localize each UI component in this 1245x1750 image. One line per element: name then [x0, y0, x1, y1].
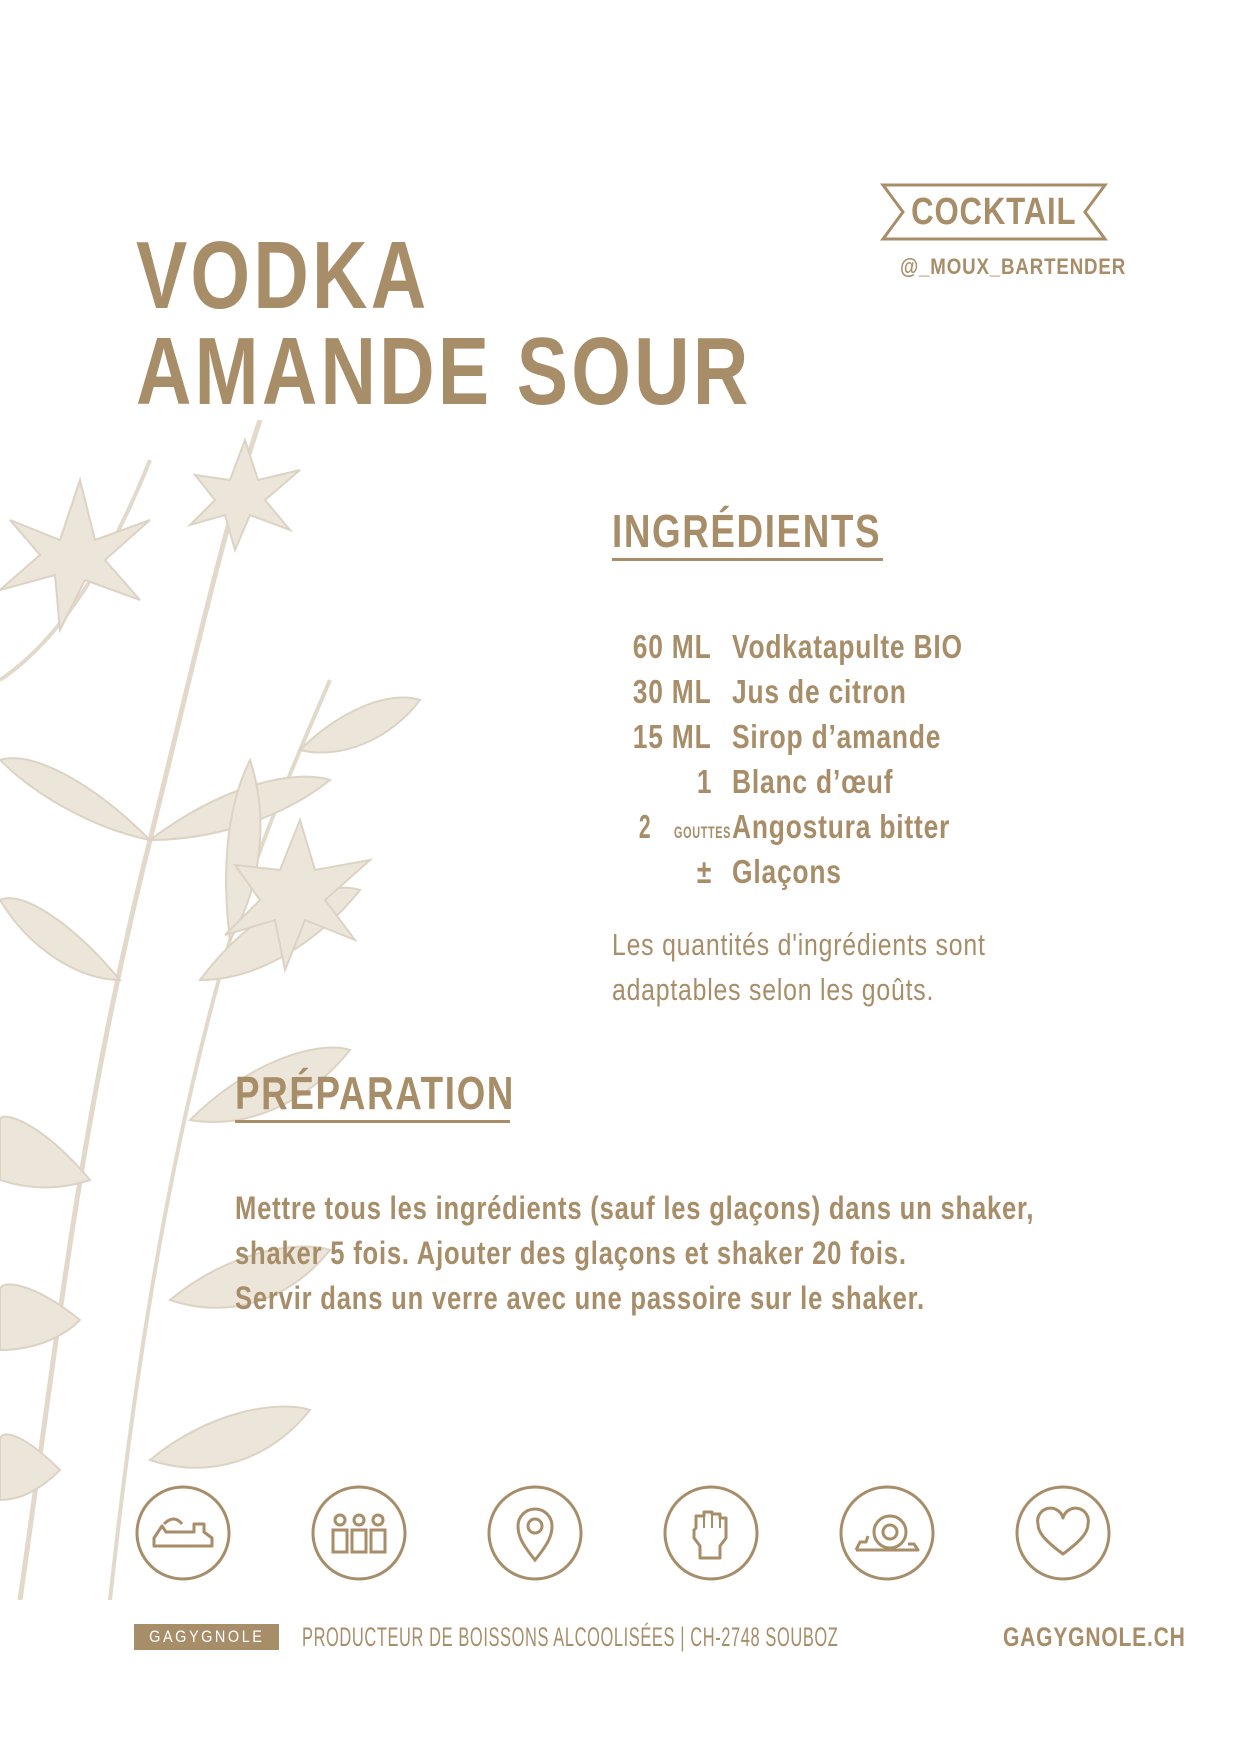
values-icons-row	[134, 1484, 1114, 1584]
heart-icon	[1014, 1484, 1112, 1582]
people-icon	[310, 1484, 408, 1582]
list-item: 30 ML Jus de citron	[633, 673, 907, 710]
list-item: 1 Blanc d’œuf	[696, 763, 894, 800]
snail-icon	[838, 1484, 936, 1582]
footer-text: PRODUCTEUR DE BOISSONS ALCOOLISÉES | CH-2748 SOUBOZ GAGYGNOLE.CH	[302, 1622, 1186, 1652]
location-pin-icon	[486, 1484, 584, 1582]
preparation-heading: PRÉPARATION	[235, 1066, 510, 1123]
list-item: 15 ML Sirop d’amande	[633, 718, 942, 755]
list-item: 2 GOUTTES Angostura bitter	[638, 808, 951, 845]
list-item: ± Glaçons	[696, 853, 842, 890]
ingredients-heading: INGRÉDIENTS	[612, 504, 883, 561]
footer	[134, 1622, 1186, 1658]
preparation-text: Mettre tous les ingrédients (sauf les glaçons) dans un shaker, shaker 5 fois. Ajouter des glaçons et shaker 20 fois. Servir dans un verre avec une passoire sur le shaker.	[235, 1190, 1035, 1316]
brand-logo: GAGYGNOLE	[134, 1624, 279, 1650]
cocktail-badge: COCKTAIL	[911, 191, 1077, 233]
ingredients-list	[612, 628, 1172, 898]
ingredients-note: Les quantités d'ingrédients sont adaptables selon les goûts.	[612, 927, 986, 1007]
fist-icon	[662, 1484, 760, 1582]
floral-illustration	[0, 420, 470, 1600]
bartender-handle: @_MOUX_BARTENDER	[899, 254, 1127, 279]
recipe-title: VODKA AMANDE SOUR	[136, 222, 752, 425]
list-item: 60 ML Vodkatapulte BIO	[633, 628, 963, 665]
website-link[interactable]: GAGYGNOLE.CH	[1003, 1622, 1186, 1652]
plane-tool-icon	[134, 1484, 232, 1582]
